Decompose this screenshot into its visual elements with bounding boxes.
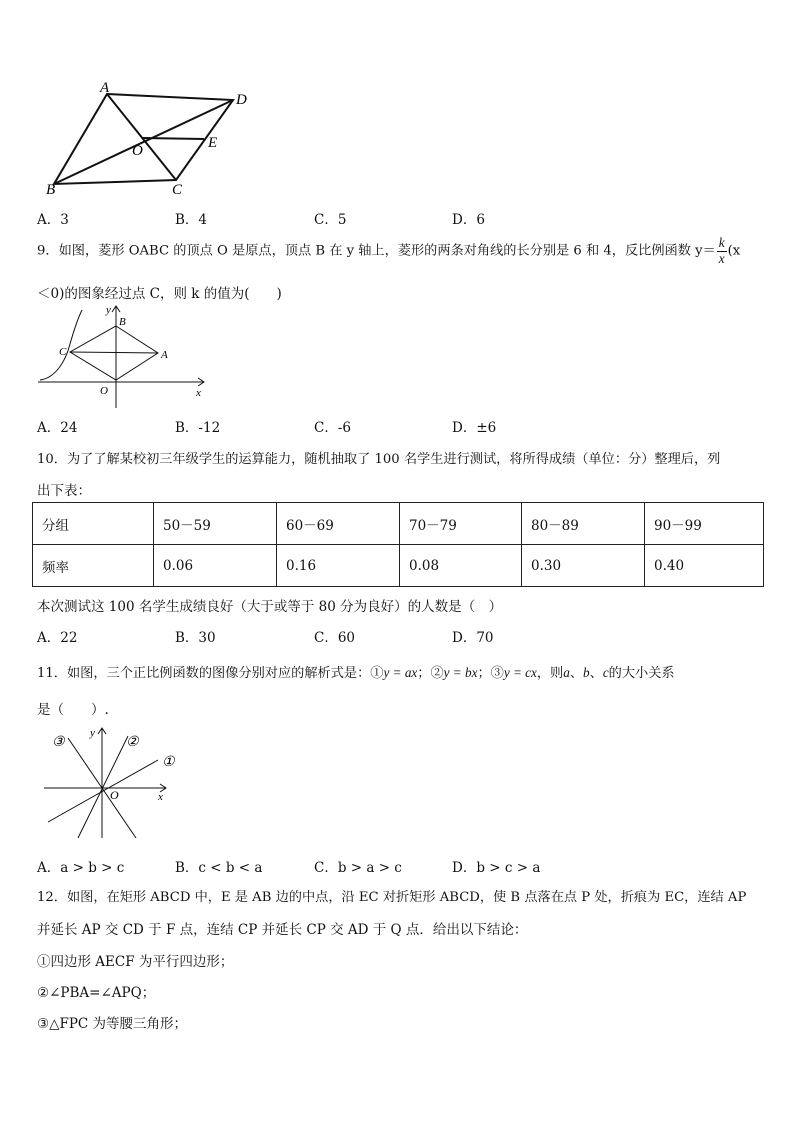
table-row	[33, 545, 764, 587]
q10-option-c[interactable]: C．60	[314, 630, 356, 646]
q9-label-b: B	[119, 316, 126, 328]
q9-stem-line2: ＜0)的图象经过点 C，则 k 的值为( )	[37, 286, 282, 302]
q11-option-b[interactable]: B．c < b < a	[175, 860, 263, 876]
q11-var-c: c	[602, 665, 609, 680]
table-cell: 0.30	[522, 545, 645, 587]
q8-label-d: D	[236, 92, 247, 108]
q11-stem-line1	[37, 662, 675, 681]
q12-stem-line1: 12．如图，在矩形 ABCD 中，E 是 AB 边的中点，沿 EC 对折矩形 ABCD，使 B 点落在点 P 处，折痕为 EC，连结 AP	[37, 890, 747, 905]
q8-option-a[interactable]: A．3	[37, 212, 69, 228]
q11-label-x: x	[158, 791, 163, 803]
q12-conclusion-1: ①四边形 AECF 为平行四边形；	[37, 954, 234, 970]
q11-sep-2: 、	[589, 666, 603, 681]
q8-diagonal-ac	[107, 94, 176, 180]
q9-text-line1-end: (x	[727, 243, 741, 259]
table-row	[33, 503, 764, 545]
q9-hyperbola	[40, 310, 82, 380]
q10-frequency-table	[32, 502, 764, 587]
q11-stem-line2: 是（ ）.	[37, 702, 109, 718]
q8-label-b: B	[46, 182, 56, 198]
table-cell: 0.40	[645, 545, 764, 587]
q11-var-b: b	[583, 665, 590, 680]
table-cell: 0.16	[277, 545, 400, 587]
q8-option-d[interactable]: D．6	[452, 212, 485, 228]
q8-option-c[interactable]: C．5	[314, 212, 347, 228]
q9-option-d[interactable]: D．±6	[452, 420, 497, 436]
q9-fraction-k-over-x	[717, 236, 727, 266]
q11-sep-1: 、	[569, 666, 584, 681]
q11-label-circled-2: ②	[126, 735, 139, 750]
q11-line-1	[48, 760, 158, 822]
q11-line-2	[78, 736, 128, 838]
q11-equation-1: y = ax	[383, 665, 418, 680]
q12-conclusion-2: ②∠PBA=∠APQ；	[37, 985, 156, 1001]
q11-option-d[interactable]: D．b > c > a	[452, 860, 541, 876]
q8-label-e: E	[208, 135, 218, 151]
table-cell: 60－69	[277, 503, 400, 545]
q12-stem-line2: 并延长 AP 交 CD 于 F 点，连结 CP 并延长 CP 交 AD 于 Q 点．给出以下结论：	[37, 922, 528, 938]
table-cell: 频率	[33, 545, 154, 587]
q10-option-b[interactable]: B．30	[175, 630, 216, 646]
q11-var-a: a	[563, 665, 570, 680]
q10-option-d[interactable]: D．70	[452, 630, 494, 646]
q10-question: 本次测试这 100 名学生成绩良好（大于或等于 80 分为良好）的人数是（ ）	[37, 599, 503, 615]
q11-option-a[interactable]: A．a > b > c	[37, 860, 125, 876]
q8-option-b[interactable]: B．4	[175, 212, 208, 228]
q9-frac-numerator: k	[718, 235, 725, 250]
q11-label-circled-1: ①	[162, 755, 175, 770]
q11-text-d: ，则	[536, 666, 564, 681]
q11-text-a: 11．如图，三个正比例函数的图像分别对应的解析式是：①	[37, 666, 384, 681]
q8-label-c: C	[172, 182, 183, 198]
q10-option-a[interactable]: A．22	[37, 630, 78, 646]
q9-label-o: O	[100, 385, 108, 397]
table-cell: 分组	[33, 503, 154, 545]
q9-label-c: C	[59, 346, 67, 358]
q9-option-b[interactable]: B．-12	[175, 420, 221, 436]
q11-label-o: O	[110, 788, 119, 802]
q10-stem-line2: 出下表：	[37, 483, 91, 499]
q11-option-c[interactable]: C．b > a > c	[314, 860, 402, 876]
q12-conclusion-3: ③△FPC 为等腰三角形；	[37, 1016, 188, 1032]
q9-label-x: x	[196, 387, 201, 399]
table-cell: 70－79	[400, 503, 522, 545]
q9-text-line1: 9．如图，菱形 OABC 的顶点 O 是原点，顶点 B 在 y 轴上，菱形的两条对角线的长分别是 6 和 4，反比例函数 y＝	[37, 243, 716, 259]
q8-label-a: A	[100, 80, 110, 96]
q10-stem-line1: 10．为了了解某校初三年级学生的运算能力，随机抽取了 100 名学生进行测试，将所得成绩（单位：分）整理后，列	[37, 452, 721, 467]
q11-text-b: ；②	[417, 666, 444, 681]
q9-label-a: A	[161, 349, 168, 361]
q9-diagonal-ca	[70, 352, 158, 353]
table-cell: 90－99	[645, 503, 764, 545]
table-cell: 0.06	[154, 545, 277, 587]
table-cell: 0.08	[400, 545, 522, 587]
q9-option-a[interactable]: A．24	[37, 420, 78, 436]
q11-equation-3: y = cx	[503, 665, 537, 680]
q9-option-c[interactable]: C．-6	[314, 420, 351, 436]
q9-label-y: y	[106, 304, 111, 316]
table-cell: 80－89	[522, 503, 645, 545]
q9-rhombus-figure	[36, 300, 216, 412]
q9-stem-line1	[37, 236, 740, 266]
q11-linear-functions-figure	[40, 722, 190, 842]
q11-label-circled-3: ③	[52, 735, 65, 750]
table-cell: 50－59	[154, 503, 277, 545]
q9-frac-denominator: x	[718, 250, 725, 266]
q8-segment-oe	[143, 138, 204, 139]
q11-text-e: 的大小关系	[608, 666, 675, 681]
q8-diagonal-bd	[54, 100, 233, 184]
q11-equation-2: y = bx	[443, 665, 478, 680]
q11-text-c: ；③	[477, 666, 504, 681]
q11-label-y: y	[90, 727, 95, 739]
q8-label-o: O	[132, 143, 143, 159]
q8-parallelogram-figure	[40, 80, 260, 198]
